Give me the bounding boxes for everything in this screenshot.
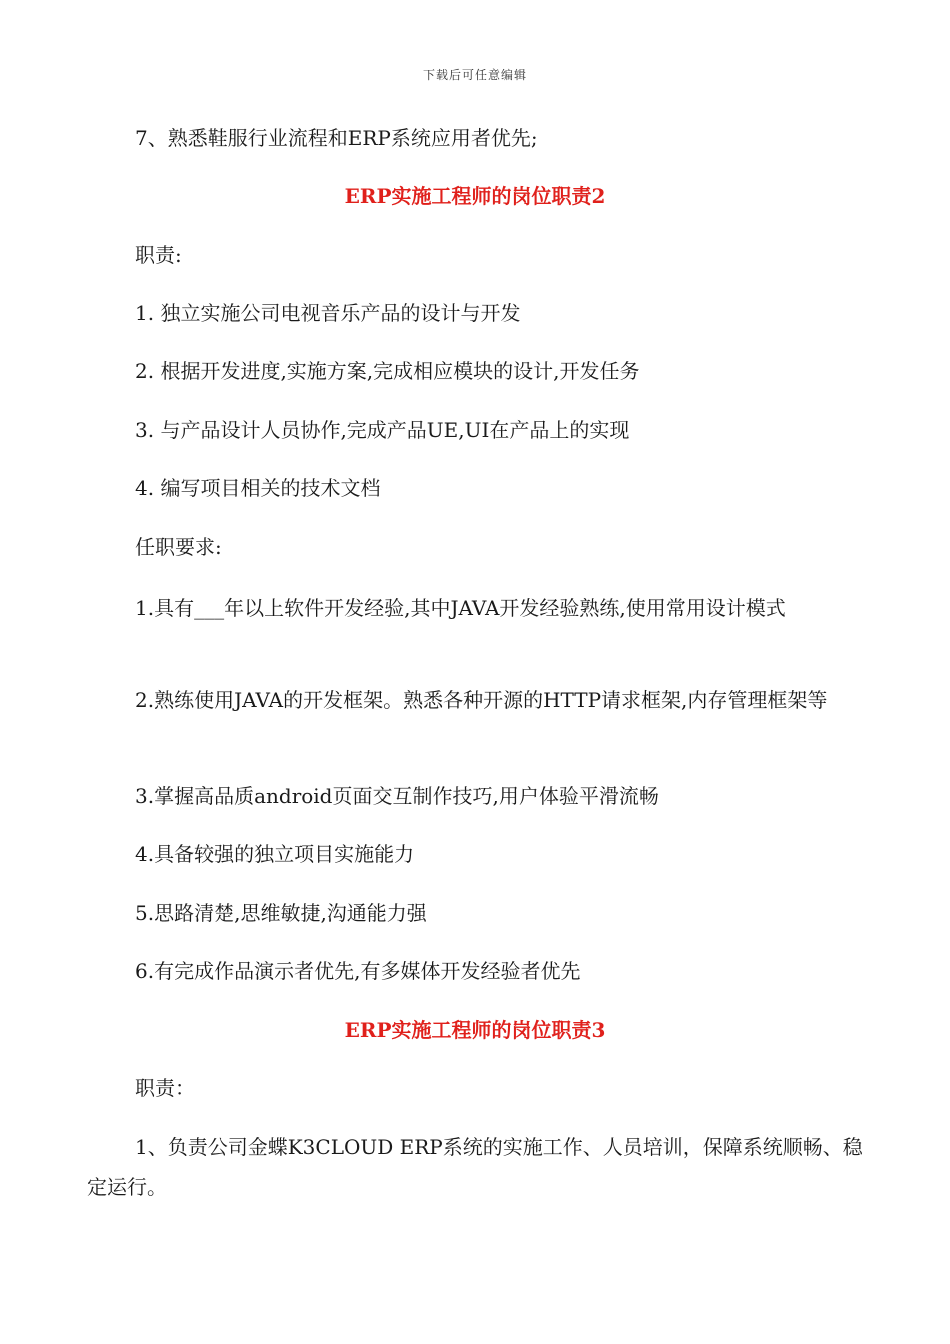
requirement-item-3: 3.掌握高品质android页面交互制作技巧,用户体验平滑流畅 xyxy=(135,784,659,808)
duty-item-2: 2. 根据开发进度,实施方案,完成相应模块的设计,开发任务 xyxy=(135,359,640,383)
duty-item-4: 4. 编写项目相关的技术文档 xyxy=(135,476,381,500)
duties-label-2: 职责: xyxy=(135,243,182,267)
requirement-item-6: 6.有完成作品演示者优先,有多媒体开发经验者优先 xyxy=(135,959,581,983)
section-title-2: ERP实施工程师的岗位职责2 xyxy=(344,184,606,208)
section-title-3: ERP实施工程师的岗位职责3 xyxy=(344,1018,606,1042)
header-note: 下载后可任意编辑 xyxy=(422,68,527,82)
duty-item-3-1: 1、负责公司金蝶K3CLOUD ERP系统的实施工作、人员培训，保障系统顺畅、稳定运行。 xyxy=(87,1135,863,1199)
duty-item-3: 3. 与产品设计人员协作,完成产品UE,UI在产品上的实现 xyxy=(135,418,630,442)
requirement-item-4: 4.具备较强的独立项目实施能力 xyxy=(135,842,415,866)
requirement-item-7: 7、熟悉鞋服行业流程和ERP系统应用者优先; xyxy=(135,126,538,150)
duty-item-1: 1. 独立实施公司电视音乐产品的设计与开发 xyxy=(135,301,521,325)
requirements-label: 任职要求: xyxy=(135,535,222,559)
requirement-item-5: 5.思路清楚,思维敏捷,沟通能力强 xyxy=(135,901,427,925)
duties-label-3: 职责： xyxy=(135,1076,195,1100)
requirement-item-2: 2.熟练使用JAVA的开发框架。熟悉各种开源的HTTP请求框架,内存管理框架等 xyxy=(135,688,828,712)
requirement-item-1: 1.具有___年以上软件开发经验,其中JAVA开发经验熟练,使用常用设计模式 xyxy=(135,596,786,620)
